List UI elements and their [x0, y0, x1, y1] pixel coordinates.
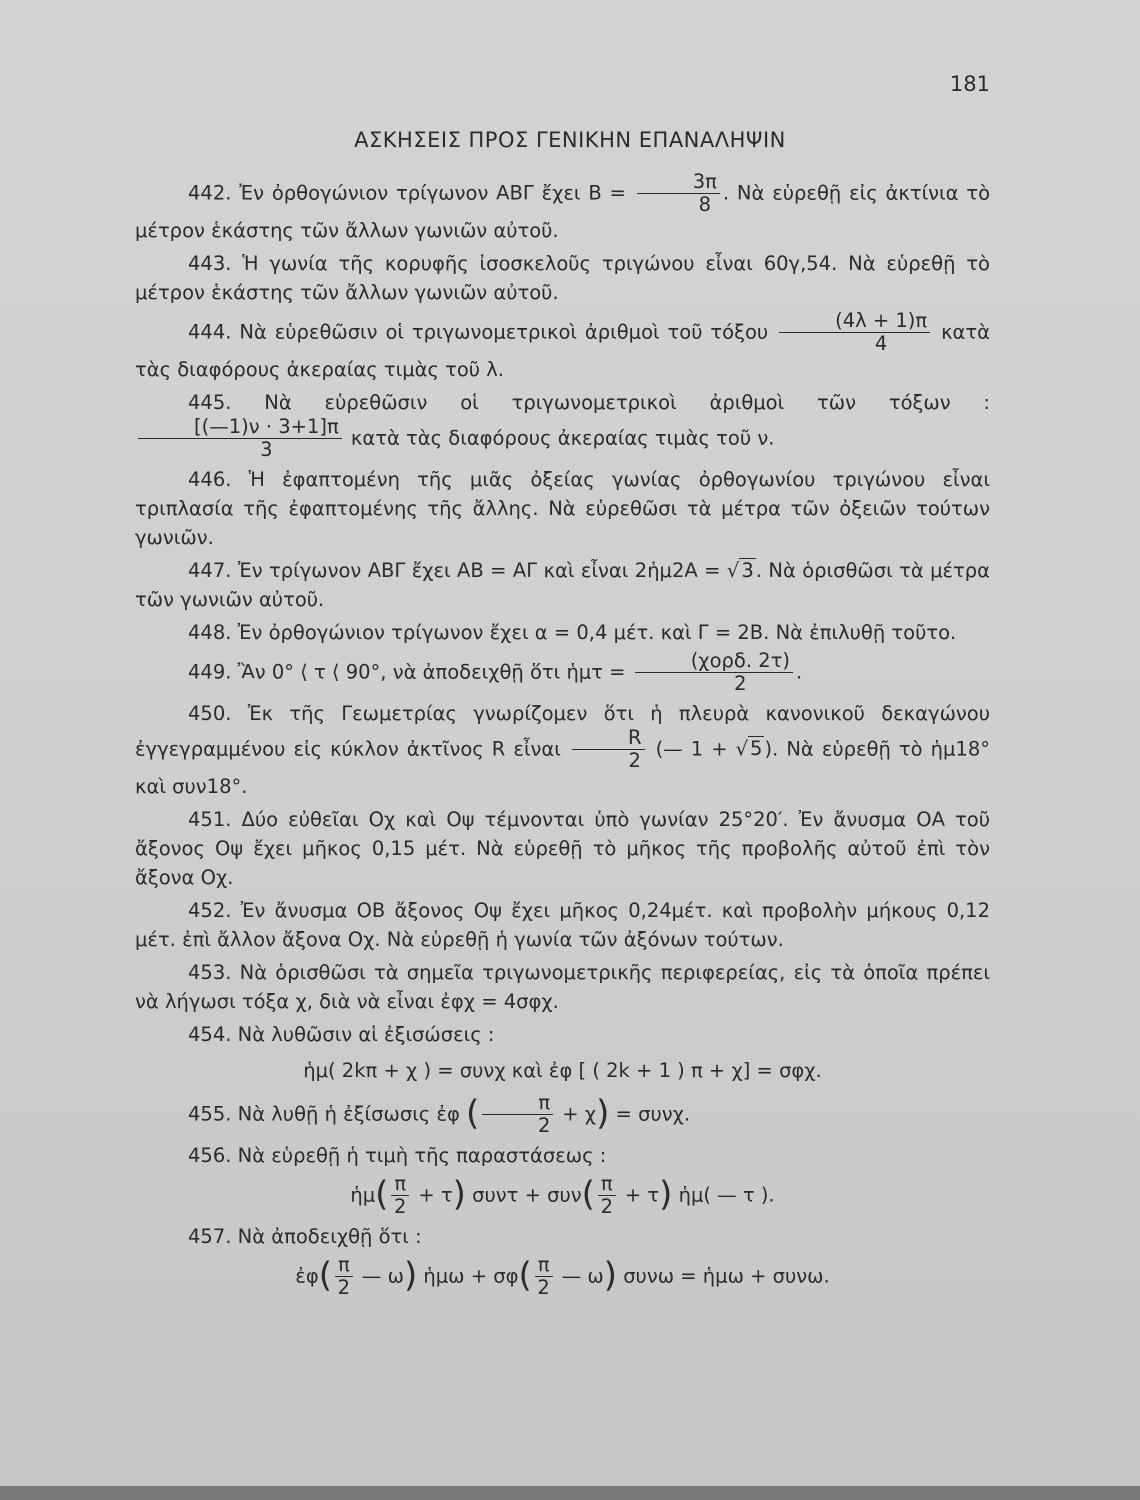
exercise-443: 443. Ἡ γωνία τῆς κορυφῆς ἰσοσκελοῦς τριγώνου εἶναι 60γ,54. Νὰ εὑρεθῇ τὸ μέτρον ἑκάστης τῶν ἄλλων γωνιῶν αὐτοῦ. [135, 251, 990, 304]
exercise-444: 444. Νὰ εὑρεθῶσιν οἱ τριγωνομετρικοὶ ἀριθμοὶ τοῦ τόξου $\frac{(4\lambda + 1)\pi}{4}$ κατὰ τὰς διαφόρους ἀκεραίας τιμὰς τοῦ λ. [135, 308, 991, 381]
exercise-451: 451. Δύο εὐθεῖαι Οχ καὶ Οψ τέμνονται ὑπὸ γωνίαν 25°20′. Ἐν ἄνυσμα ΟΑ τοῦ ἄξονος Οψ ἔχει μῆκος 0,15 μέτ. Νὰ εὑρεθῇ τὸ μῆκος τῆς προβολῆς αὐτοῦ ἐπὶ τὸν ἄξονα Οχ. [135, 807, 990, 889]
exercise-number: 444. [188, 320, 232, 344]
expression-456: ἡμ( $\frac{\pi}{2}$ + τ) συντ + συν( $\frac{\pi}{2}$ + τ) ἡμ( — τ ). [350, 1171, 775, 1219]
exercise-number: 443. [188, 251, 232, 275]
fraction: $\frac{3\pi}{8}$ [637, 172, 720, 216]
fraction: $\frac{(4\lambda + 1)\pi}{4}$ [779, 311, 930, 355]
exercise-446: 446. Ἡ ἐφαπτομένη τῆς μιᾶς ὀξείας γωνίας ὀρθογωνίου τριγώνου εἶναι τριπλασία τῆς ἐφαπτομένης τῆς ἄλλης. Νὰ εὑρεθῶσι τὰ μέτρα τῶν ὀξειῶν τούτων γωνιῶν. [135, 467, 990, 549]
exercise-445: 445. Νὰ εὑρεθῶσιν οἱ τριγωνομετρικοὶ ἀριθμοὶ τῶν τόξων : $\frac{[(—1)\nu \cdot 3+1]\pi}{3}$ κατὰ τὰς διαφόρους ἀκεραίας τιμὰς τοῦ ν. [135, 388, 990, 461]
exercise-number: 457. [188, 1224, 232, 1248]
running-head: ΑΣΚΗΣΕΙΣ ΠΡΟΣ ΓΕΝΙΚΗΝ ΕΠΑΝΑΛΗΨΙΝ [354, 128, 786, 152]
equation-454: ἡμ( 2kπ + χ ) = συνχ καὶ ἐφ [ ( 2k + 1 ) π + χ] = σφχ. [303, 1058, 822, 1082]
square-root: √ 3 [726, 558, 754, 582]
fraction: $\frac{[(—1)\nu \cdot 3+1]\pi}{3}$ [138, 417, 342, 461]
exercise-list [135, 168, 990, 1303]
exercise-number: 454. [188, 1022, 232, 1046]
fraction: $\frac{\text{(χορδ. 2τ)}}{2}$ [635, 651, 793, 695]
exercise-number: 456. [188, 1143, 232, 1167]
exercise-450: 450. Ἐκ τῆς Γεωμετρίας γνωρίζομεν ὅτι ἡ πλευρὰ κανονικοῦ δεκαγώνου ἐγγεγραμμένου εἰς κύκλον ἀκτῖνος R εἶναι $\frac{R}{2}$ (— 1 + √ 5 ). Νὰ εὑρεθῇ τὸ ἡμ18° καὶ συν18°. [135, 701, 991, 798]
exercise-number: 447. [188, 558, 232, 582]
exercise-number: 446. [188, 467, 232, 491]
exercise-number: 448. [188, 620, 232, 644]
exercise-number: 451. [188, 807, 232, 831]
exercise-456: 456. Νὰ εὑρεθῇ ἡ τιμὴ τῆς παραστάσεως : [188, 1143, 607, 1167]
exercise-number: 452. [188, 898, 232, 922]
square-root: √ 5 [735, 737, 763, 761]
page-number: 181 [949, 72, 990, 96]
exercise-442: 442. Ἐν ὀρθογώνιον τρίγωνον ΑΒΓ ἔχει Β = $\frac{3\pi}{8}$ . Νὰ εὑρεθῇ εἰς ἀκτίνια τὸ μέτρον ἑκάστης τῶν ἄλλων γωνιῶν αὐτοῦ. [135, 170, 991, 242]
exercise-455: 455. Νὰ λυθῇ ἡ ἐξίσωσις ἐφ ( $\frac{\pi}{2}$ + χ) = συνχ. [188, 1090, 691, 1138]
fraction: $\frac{\pi}{2}$ [535, 1255, 553, 1299]
exercise-453: 453. Νὰ ὁρισθῶσι τὰ σημεῖα τριγωνομετρικῆς περιφερείας, εἰς τὰ ὁποῖα πρέπει νὰ λήγωσι τόξα χ, διὰ νὰ εἶναι ἐφχ = 4σφχ. [135, 960, 990, 1013]
page-edge-shadow [0, 1486, 1140, 1500]
exercise-457: 457. Νὰ ἀποδειχθῇ ὅτι : [188, 1224, 422, 1248]
identity-457: ἐφ( $\frac{\pi}{2}$ — ω) ἡμω + σφ( $\frac{\pi}{2}$ — ω) συνω = ἡμω + συνω. [295, 1252, 830, 1300]
exercise-number: 453. [188, 960, 232, 984]
exercise-number: 450. [188, 701, 232, 725]
exercise-number: 442. [188, 181, 232, 205]
exercise-449: 449. Ἂν 0° ⟨ τ ⟨ 90°, νὰ ἀποδειχθῇ ὅτι ἡμτ = $\frac{\text{(χορδ. 2τ)}}{2}$ . [188, 648, 803, 696]
exercise-452: 452. Ἐν ἄνυσμα ΟΒ ἄξονος Οψ ἔχει μῆκος 0,24μέτ. καὶ προβολὴν μήκους 0,12 μέτ. ἐπὶ ἄλλον ἄξονα Οχ. Νὰ εὑρεθῇ ἡ γωνία τῶν ἀξόνων τούτων. [135, 898, 990, 951]
exercise-448: 448. Ἐν ὀρθογώνιον τρίγωνον ἔχει α = 0,4 μέτ. καὶ Γ = 2Β. Νὰ ἐπιλυθῇ τοῦτο. [188, 620, 957, 644]
exercise-number: 455. [188, 1102, 232, 1126]
fraction: $\frac{\pi}{2}$ [598, 1174, 616, 1218]
exercise-number: 449. [188, 660, 232, 684]
fraction: $\frac{\pi}{2}$ [391, 1174, 409, 1218]
fraction: $\frac{R}{2}$ [572, 728, 645, 772]
exercise-454: 454. Νὰ λυθῶσιν αἱ ἐξισώσεις : [188, 1022, 495, 1046]
fraction: $\frac{\pi}{2}$ [482, 1093, 553, 1137]
exercise-447: 447. Ἐν τρίγωνον ΑΒΓ ἔχει ΑΒ = ΑΓ καὶ εἶναι 2ἡμ2Α = √ 3 . Νὰ ὁρισθῶσι τὰ μέτρα τῶν γωνιῶν αὐτοῦ. [135, 558, 991, 611]
fraction: $\frac{\pi}{2}$ [335, 1255, 353, 1299]
exercise-number: 445. [188, 390, 232, 414]
